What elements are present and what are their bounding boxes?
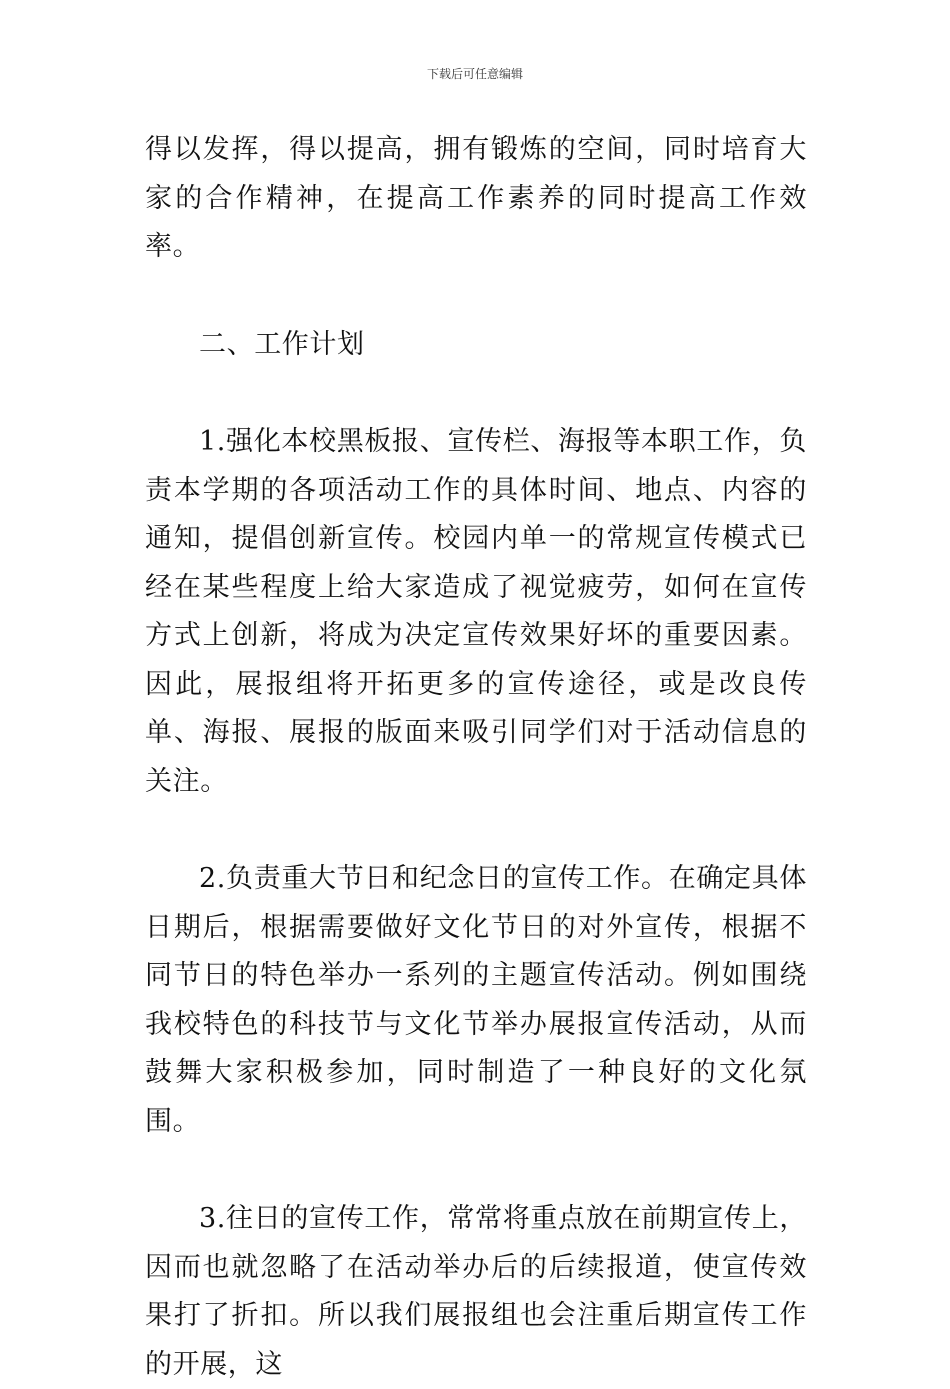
- paragraph-continued: 得以发挥，得以提高，拥有锻炼的空间，同时培育大家的合作精神，在提高工作素养的同时提高工作效率。: [145, 134, 807, 262]
- document-body: [145, 126, 807, 1389]
- paragraph-item-1: 1.强化本校黑板报、宣传栏、海报等本职工作，负责本学期的各项活动工作的具体时间、地点、内容的通知，提倡创新宣传。校园内单一的常规宣传模式已经在某些程度上给大家造成了视觉疲劳，如何在宣传方式上创新，将成为决定宣传效果好坏的重要因素。因此，展报组将开拓更多的宣传途径，或是改良传单、海报、展报的版面来吸引同学们对于活动信息的关注。: [145, 426, 807, 797]
- paragraph-gap: [145, 369, 807, 418]
- paragraph-gap: [145, 806, 807, 855]
- section-heading: 二、工作计划: [199, 328, 365, 360]
- paragraph-gap: [145, 1146, 807, 1195]
- page-header: 下载后可任意编辑: [426, 67, 523, 81]
- paragraph-item-3: 3.往日的宣传工作，常常将重点放在前期宣传上，因而也就忽略了在活动举办后的后续报道，使宣传效果打了折扣。所以我们展报组也会注重后期宣传工作的开展，这: [145, 1203, 807, 1380]
- paragraph-gap: [145, 272, 807, 321]
- paragraph-item-2: 2.负责重大节日和纪念日的宣传工作。在确定具体日期后，根据需要做好文化节日的对外宣传，根据不同节日的特色举办一系列的主题宣传活动。例如围绕我校特色的科技节与文化节举办展报宣传活动，从而鼓舞大家积极参加，同时制造了一种良好的文化氛围。: [145, 863, 807, 1137]
